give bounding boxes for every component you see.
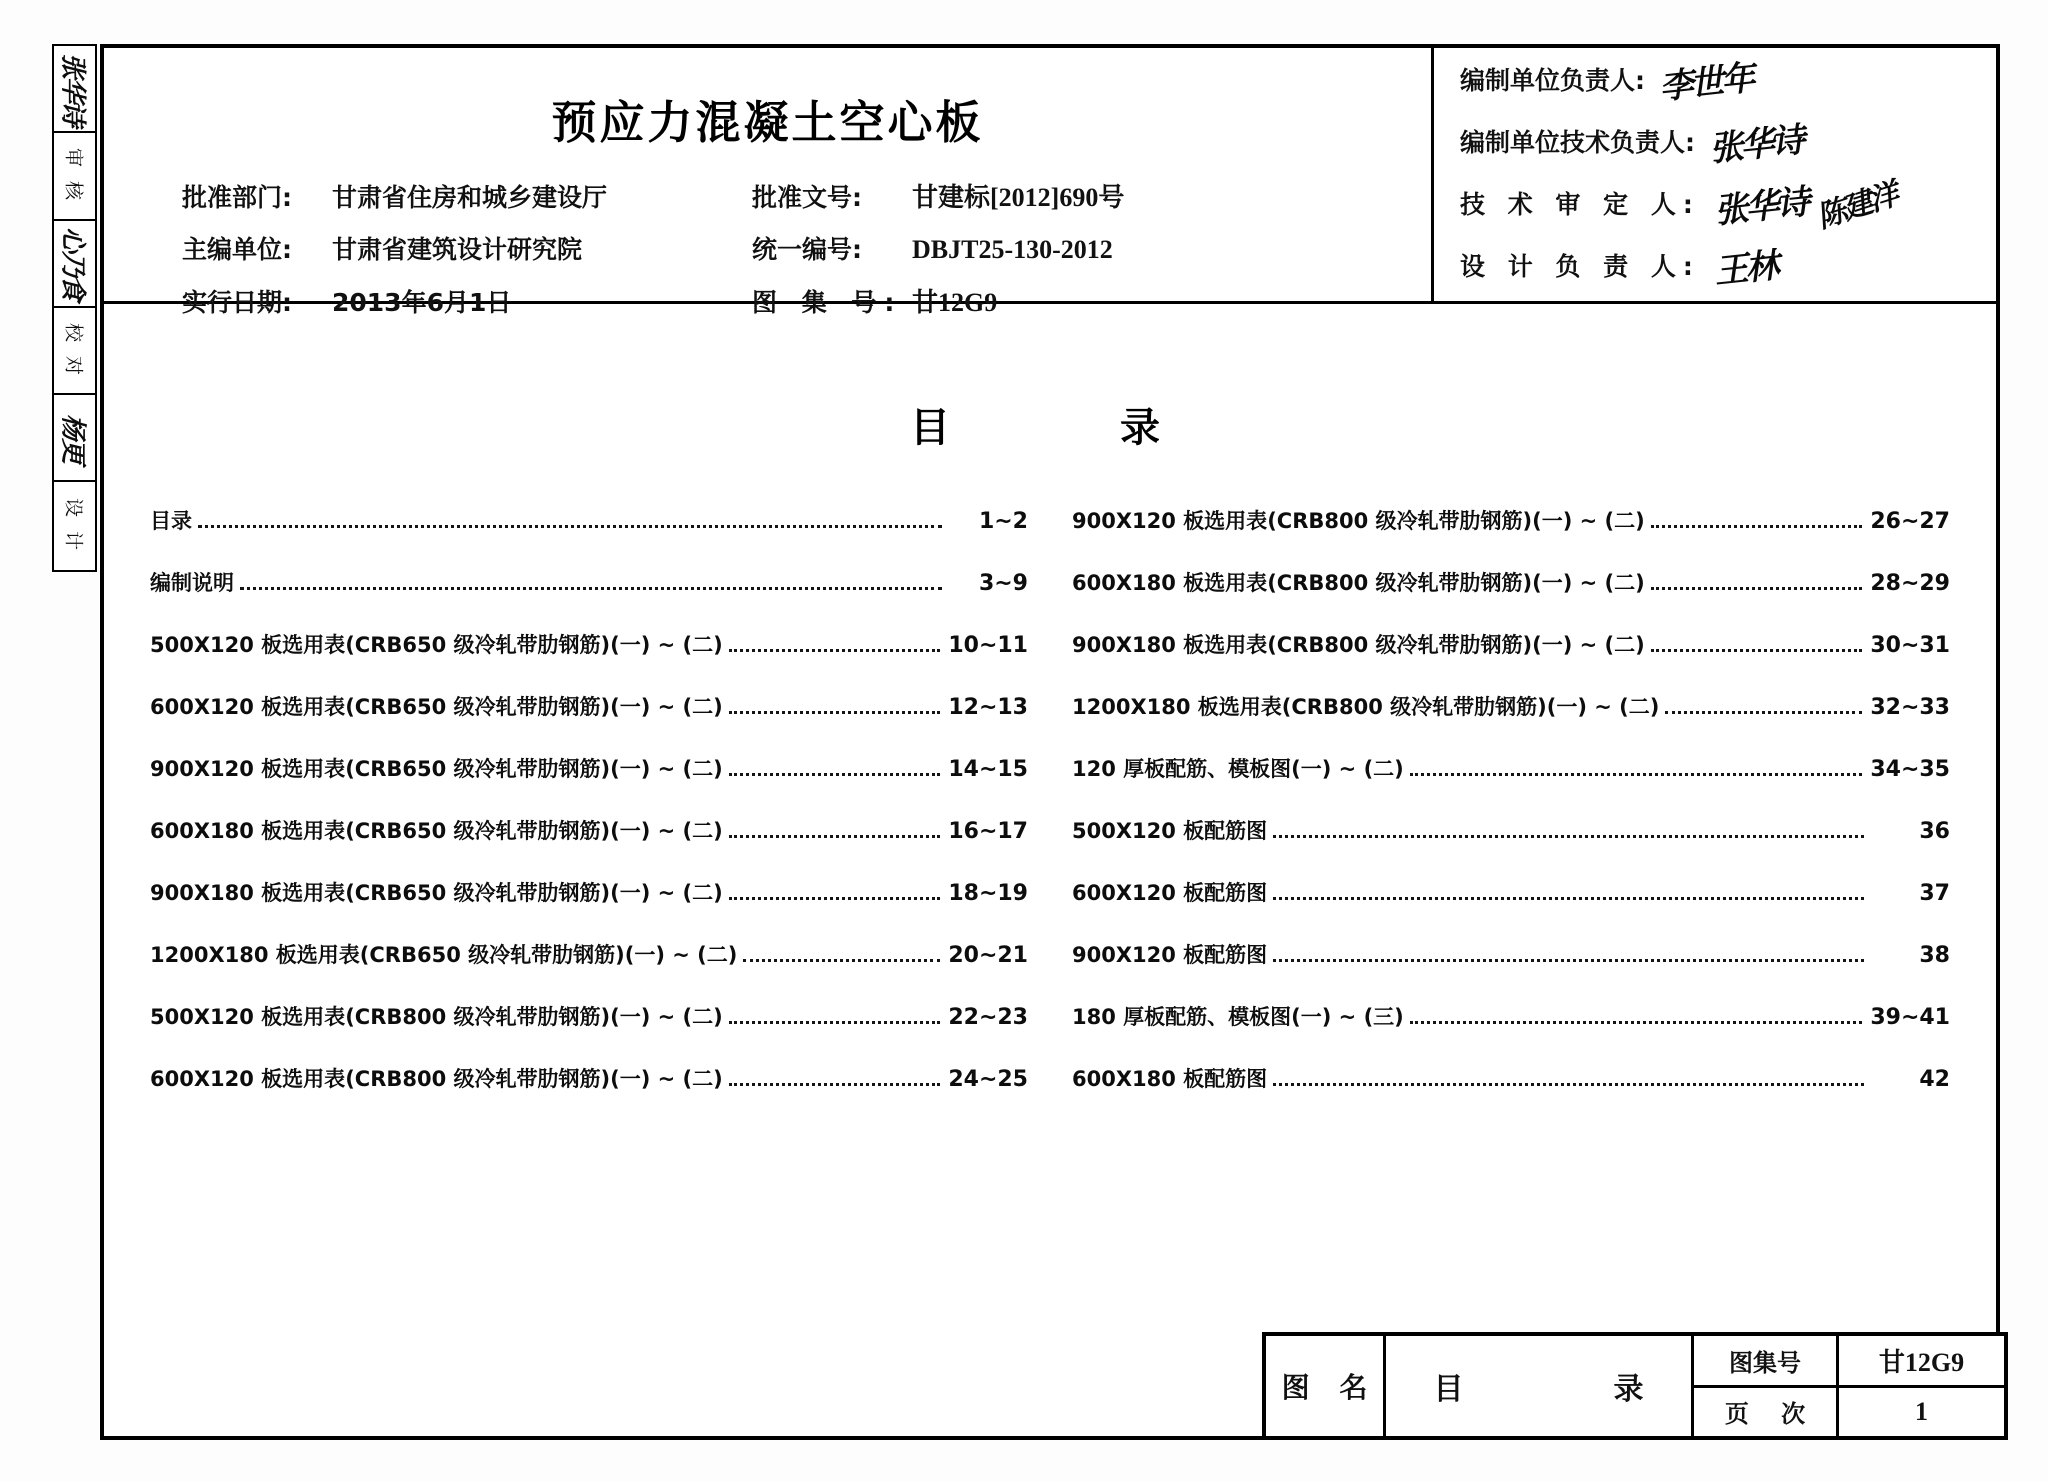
toc-leader-dots [1273,958,1864,962]
sheet-border [100,44,2000,1440]
toc-entry-page: 3~9 [978,571,1028,596]
toc-entry-page: 28~29 [1870,571,1950,596]
toc-entry-page: 42 [1919,1067,1950,1092]
signature-value-tech-approver-secondary: 陈建洋 [1812,177,1901,236]
page-title: 预应力混凝土空心板 [551,96,984,149]
title-block-atlas-key: 图集号 [1694,1336,1839,1385]
sheet-header [104,48,1996,317]
toc-leader-dots [1651,586,1863,590]
toc-entry-title: 600X120 板选用表 [150,695,346,719]
toc-leader-dots [1273,1082,1864,1086]
toc-leader-dots [1410,772,1863,776]
toc-entry[interactable] [1072,505,1950,535]
toc-entry-page: 18~19 [948,881,1028,906]
toc-entry[interactable] [150,1063,1028,1093]
signature-label-unit-head: 编制单位负责人: [1460,66,1645,95]
toc-entry-page: 32~33 [1870,695,1950,720]
toc-entry-tail: (一) ~ (二) [1532,633,1645,657]
title-block-atlas-row [1694,1336,2004,1388]
toc-entry-page: 10~11 [948,633,1028,658]
signature-row-unit-tech-head [1434,110,1996,172]
toc-entry-title: 180 厚板配筋、模板图 [1072,1005,1292,1029]
toc-entry[interactable] [1072,939,1950,969]
toc-entry[interactable] [150,629,1028,659]
toc-columns [104,505,1996,1125]
meta-label-unified-number: 统一编号: [752,235,862,264]
strip-label-5: 设 计 [62,498,84,555]
toc-entry-tail: (一) ~ (二) [1532,509,1645,533]
toc-entry-title: 900X180 板选用表 [150,881,346,905]
toc-entry-subtitle: (CRB650 级冷轧带肋钢筋) [359,943,625,967]
toc-entry-tail: (一) ~ (二) [610,881,723,905]
toc-entry[interactable] [1072,691,1950,721]
toc-entry[interactable] [150,1001,1028,1031]
title-block-name-label: 图 名 [1266,1336,1386,1436]
toc-leader-dots [198,524,942,528]
toc-leader-dots [729,772,941,776]
metadata-grid [104,177,1431,319]
strip-signature-0: 张华诗 [57,52,87,125]
toc-entry[interactable] [1072,753,1950,783]
signature-value-tech-approver: 张华诗 [1712,181,1810,232]
strip-cell-5 [54,482,95,569]
toc-entry-subtitle: (CRB650 级冷轧带肋钢筋) [345,695,611,719]
signature-label-tech-approver: 技 术 审 定 人: [1460,190,1700,219]
strip-label-3: 校 对 [62,322,84,379]
toc-entry-page: 16~17 [948,819,1028,844]
toc-leader-dots [1651,524,1863,528]
toc-entry-page: 30~31 [1870,633,1950,658]
meta-label-atlas-number: 图 集 号: [752,288,903,317]
toc-entry[interactable] [150,691,1028,721]
toc-leader-dots [1410,1020,1863,1024]
toc-entry-tail: (一) ~ (二) [610,1005,723,1029]
signature-value-unit-head: 李世年 [1657,57,1755,108]
toc-leader-dots [729,1020,941,1024]
toc-entry-tail: (一) ~ (二) [610,695,723,719]
toc-entry-subtitle: (CRB650 级冷轧带肋钢筋) [345,633,611,657]
toc-entry-page: 26~27 [1870,509,1950,534]
title-block [1262,1332,2008,1440]
toc-entry-subtitle: (CRB800 级冷轧带肋钢筋) [1281,695,1547,719]
toc-entry-title: 500X120 板配筋图 [1072,819,1268,843]
toc-entry-title: 600X180 板选用表 [150,819,346,843]
toc-entry-subtitle: (CRB800 级冷轧带肋钢筋) [1267,509,1533,533]
toc-entry-page: 37 [1919,881,1950,906]
sheet-body [104,304,1996,1436]
title-block-page-key: 页 次 [1694,1388,1839,1437]
signature-row-design-head [1434,234,1996,296]
signature-value-unit-tech-head: 张华诗 [1707,119,1805,170]
toc-entry[interactable] [1072,567,1950,597]
strip-cell-4 [54,395,95,482]
toc-entry-tail: (一) ~ (二) [610,757,723,781]
meta-value-approval-doc: 甘建标[2012]690号 [912,183,1125,212]
toc-column-left [150,505,1028,1125]
toc-entry[interactable] [150,939,1028,969]
toc-leader-dots [729,710,941,714]
toc-entry-page: 20~21 [948,943,1028,968]
toc-entry-tail: (一) ~ (二) [610,1067,723,1091]
toc-leader-dots [729,834,941,838]
toc-entry-tail: (一) ~ (二) [1532,571,1645,595]
toc-column-right [1072,505,1950,1125]
meta-value-effective-date: 2013年6月1日 [332,288,512,317]
toc-heading: 目 录 [910,405,1190,451]
toc-leader-dots [1651,648,1863,652]
toc-entry[interactable] [150,505,1028,535]
toc-entry-title: 900X120 板选用表 [1072,509,1268,533]
meta-label-chief-unit: 主编单位: [182,235,292,264]
meta-value-atlas-number: 甘12G9 [912,288,998,317]
toc-entry-subtitle: (CRB650 级冷轧带肋钢筋) [345,757,611,781]
toc-leader-dots [729,648,941,652]
toc-entry-page: 36 [1919,819,1950,844]
toc-entry-title: 900X180 板选用表 [1072,633,1268,657]
title-block-name-value: 目 录 [1386,1336,1694,1436]
toc-entry-page: 39~41 [1870,1005,1950,1030]
toc-entry-subtitle: (CRB800 级冷轧带肋钢筋) [1267,571,1533,595]
toc-entry-title: 目录 [150,509,192,533]
signature-label-design-head: 设 计 负 责 人: [1460,252,1700,281]
title-block-page-value: 1 [1915,1396,1928,1426]
toc-entry-title: 120 厚板配筋、模板图 [1072,757,1292,781]
meta-label-effective-date: 实行日期: [182,288,292,317]
strip-cell-1 [54,133,95,220]
toc-entry-page: 1~2 [978,509,1028,534]
toc-entry-subtitle: (CRB650 级冷轧带肋钢筋) [345,819,611,843]
toc-leader-dots [1665,710,1862,714]
toc-entry-tail: (一) ~ (二) [1291,757,1404,781]
strip-cell-0 [54,46,95,133]
toc-leader-dots [729,896,941,900]
toc-entry-tail: (一) ~ (二) [624,943,738,967]
toc-entry-title: 编制说明 [150,571,234,595]
toc-entry-title: 600X180 板选用表 [1072,571,1268,595]
meta-label-approval-doc: 批准文号: [752,183,862,212]
toc-leader-dots [1273,896,1864,900]
toc-entry[interactable] [150,877,1028,907]
signature-row-unit-head [1434,48,1996,110]
toc-entry-tail: (一) ~ (二) [1546,695,1660,719]
title-block-right [1694,1336,2004,1436]
meta-value-approval-dept: 甘肃省住房和城乡建设厅 [332,183,608,212]
strip-cell-3 [54,308,95,395]
strip-cell-2 [54,221,95,308]
signature-row-tech-approver [1434,172,1996,234]
toc-entry[interactable] [1072,877,1950,907]
toc-entry-title: 500X120 板选用表 [150,633,346,657]
toc-entry-page: 38 [1919,943,1950,968]
toc-entry-page: 22~23 [948,1005,1028,1030]
strip-label-1: 审 核 [62,147,84,204]
toc-entry-tail: (一) ~ (二) [610,633,723,657]
strip-signature-4: 杨更 [57,413,87,462]
meta-value-unified-number: DBJT25-130-2012 [912,235,1113,264]
toc-entry-title: 600X120 板配筋图 [1072,881,1268,905]
toc-entry[interactable] [1072,1063,1950,1093]
toc-entry[interactable] [1072,629,1950,659]
toc-entry[interactable] [150,815,1028,845]
toc-entry-title: 600X180 板配筋图 [1072,1067,1268,1091]
toc-entry-subtitle: (CRB650 级冷轧带肋钢筋) [345,881,611,905]
toc-entry[interactable] [150,753,1028,783]
toc-entry-subtitle: (CRB800 级冷轧带肋钢筋) [1267,633,1533,657]
toc-entry-tail: (一) ~ (二) [610,819,723,843]
meta-value-chief-unit: 甘肃省建筑设计研究院 [332,235,583,264]
header-info-panel [104,48,1434,317]
toc-entry[interactable] [150,567,1028,597]
toc-entry[interactable] [1072,815,1950,845]
signature-value-design-head: 王林 [1712,245,1779,292]
title-block-atlas-value: 甘12G9 [1878,1347,1965,1377]
toc-entry-subtitle: (CRB800 级冷轧带肋钢筋) [345,1005,611,1029]
signature-panel [1434,48,1996,301]
toc-entry-subtitle: (CRB800 级冷轧带肋钢筋) [345,1067,611,1091]
toc-entry-title: 900X120 板配筋图 [1072,943,1268,967]
toc-leader-dots [743,958,940,962]
toc-entry-page: 34~35 [1870,757,1950,782]
toc-leader-dots [1273,834,1864,838]
title-block-page-row [1694,1388,2004,1437]
signature-strip [52,44,97,572]
toc-entry-page: 24~25 [948,1067,1028,1092]
toc-entry-page: 14~15 [948,757,1028,782]
toc-entry-title: 1200X180 板选用表 [1072,695,1282,719]
toc-entry-title: 1200X180 板选用表 [150,943,360,967]
meta-label-approval-dept: 批准部门: [182,183,292,212]
toc-entry-tail: (一) ~ (三) [1291,1005,1404,1029]
strip-signature-2: 心乃食 [57,227,87,300]
toc-entry-title: 900X120 板选用表 [150,757,346,781]
toc-leader-dots [729,1082,941,1086]
toc-entry[interactable] [1072,1001,1950,1031]
toc-entry-title: 600X120 板选用表 [150,1067,346,1091]
signature-label-unit-tech-head: 编制单位技术负责人: [1460,128,1695,157]
toc-entry-title: 500X120 板选用表 [150,1005,346,1029]
toc-leader-dots [240,586,942,590]
toc-entry-page: 12~13 [948,695,1028,720]
